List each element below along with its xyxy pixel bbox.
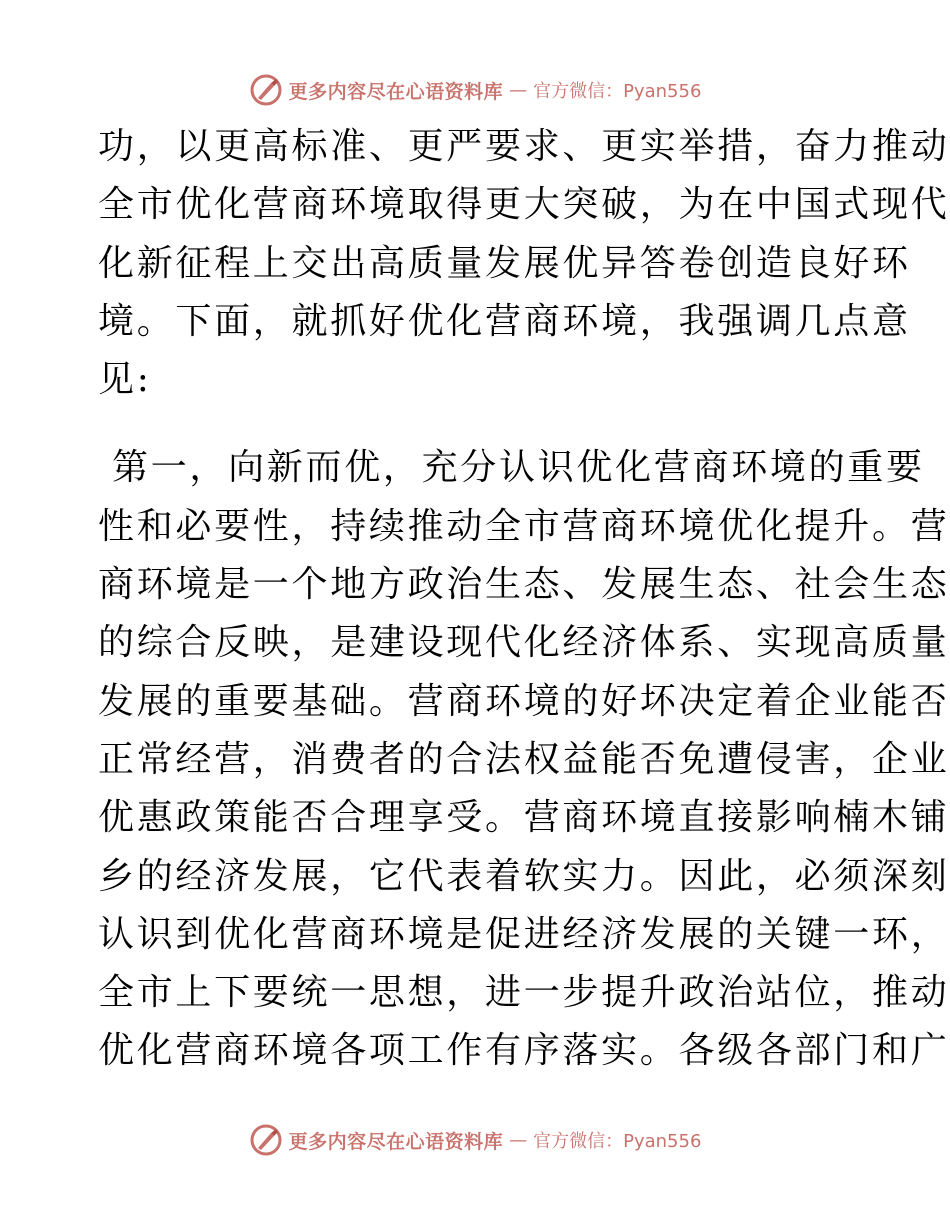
text-line: 正常经营，消费者的合法权益能否免遭侵害，企业: [98, 738, 950, 780]
watermark-header: [0, 70, 950, 110]
watermark-separator: —: [509, 79, 528, 101]
text-line: 认识到优化营商环境是促进经济发展的关键一环，: [98, 913, 950, 955]
paragraph-gap: [98, 409, 858, 439]
text-line: 商环境是一个地方政治生态、发展生态、社会生态: [98, 564, 950, 606]
text-line: 优化营商环境各项工作有序落实。各级各部门和广: [98, 1030, 950, 1072]
pen-logo-icon: [249, 1123, 283, 1157]
watermark-text: 更多内容尽在心语资料库: [288, 1130, 504, 1153]
text-line: 境。下面，就抓好优化营商环境，我强调几点意: [98, 300, 911, 342]
paragraph-2: [98, 439, 950, 1080]
pen-logo-icon: [249, 73, 283, 107]
text-line: 的综合反映，是建设现代化经济体系、实现高质量: [98, 622, 950, 664]
text-line: 发展的重要基础。营商环境的好坏决定着企业能否: [98, 680, 950, 722]
document-body: [98, 118, 950, 1081]
watermark-contact: 官方微信：Pyan556: [533, 1131, 702, 1152]
text-line: 全市优化营商环境取得更大突破，为在中国式现代: [98, 184, 950, 226]
text-line: 乡的经济发展，它代表着软实力。因此，必须深刻: [98, 855, 950, 897]
text-line: 见:: [98, 359, 152, 401]
watermark-contact: 官方微信：Pyan556: [533, 81, 702, 102]
paragraph-1: [98, 118, 950, 409]
text-line: 第一，向新而优，充分认识优化营商环境的重要: [112, 447, 925, 489]
text-line: 功，以更高标准、更严要求、更实举措，奋力推动: [98, 126, 950, 167]
text-line: 优惠政策能否合理享受。营商环境直接影响楠木铺: [98, 797, 950, 839]
text-line: 性和必要性，持续推动全市营商环境优化提升。营: [98, 505, 950, 547]
watermark-text: 更多内容尽在心语资料库: [288, 80, 504, 103]
text-line: 化新征程上交出高质量发展优异答卷创造良好环: [98, 242, 911, 284]
text-line: 全市上下要统一思想，进一步提升政治站位，推动: [98, 972, 950, 1014]
watermark-separator: —: [509, 1129, 528, 1151]
watermark-footer: [0, 1120, 950, 1160]
